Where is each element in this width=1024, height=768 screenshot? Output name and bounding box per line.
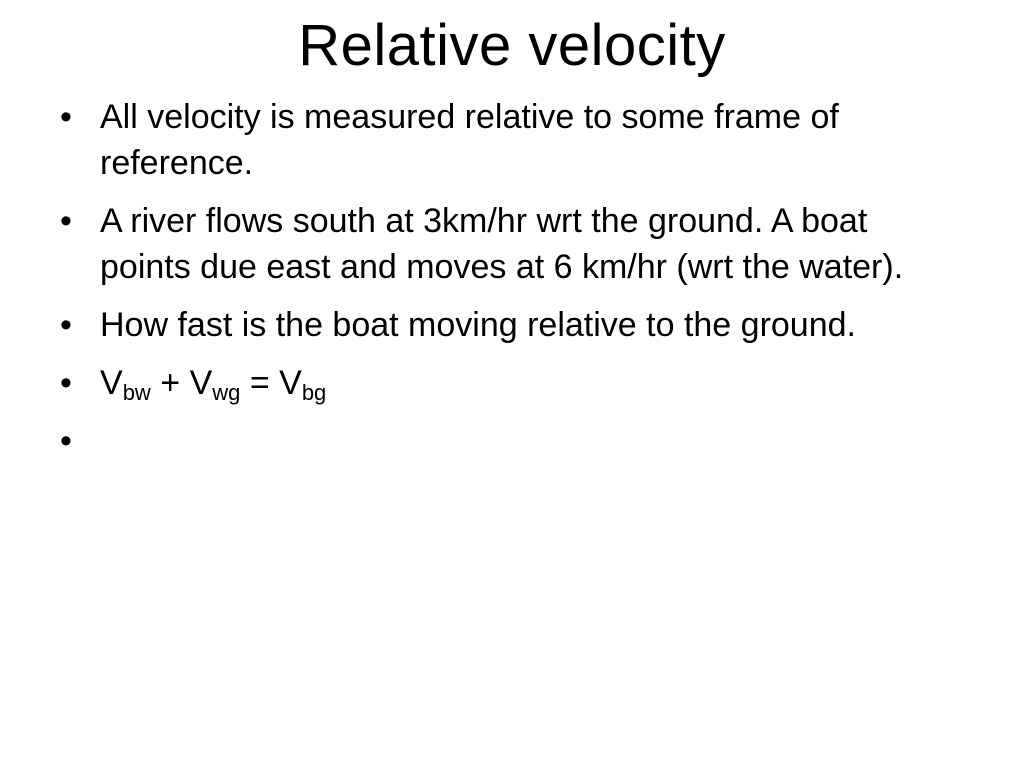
eq-operator-equals: = [240,364,280,402]
bullet-item [56,198,956,290]
bullet-icon: • [60,364,72,402]
eq-term-subscript: wg [212,380,241,405]
bullet-list [56,94,956,460]
eq-term-subscript: bw [122,380,151,405]
bullet-icon: • [60,202,72,240]
bullet-text: A river flows south at 3km/hr wrt the ground. A boat points due east and moves at 6 km/hr (wrt the water). [100,202,904,286]
eq-term-subscript: bg [301,380,327,405]
eq-term-base: V [279,364,302,402]
slide-title: Relative velocity [298,13,726,78]
eq-term-base: V [100,364,123,402]
bullet-item [56,302,956,348]
bullet-item [56,94,956,186]
equation-item [56,360,956,406]
bullet-text: All velocity is measured relative to some frame of reference. [100,98,839,182]
bullet-icon: • [60,422,72,460]
eq-term-base: V [189,364,213,402]
velocity-equation [100,364,327,405]
eq-operator-plus: + [150,364,190,402]
bullet-icon: • [60,306,72,344]
bullet-icon: • [60,98,72,136]
bullet-text: How fast is the boat moving relative to the ground. [100,306,856,344]
